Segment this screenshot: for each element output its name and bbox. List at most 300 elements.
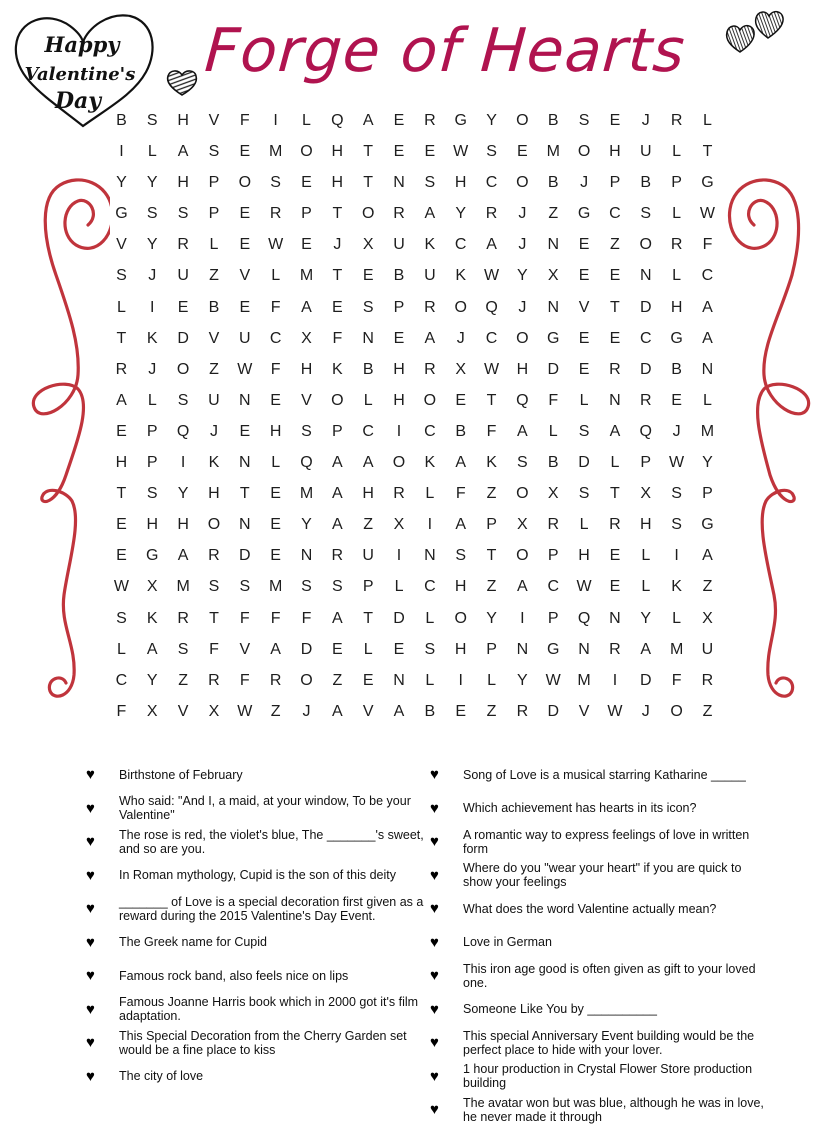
grid-cell[interactable]: W: [669, 454, 685, 472]
grid-cell[interactable]: W: [699, 205, 715, 223]
grid-cell[interactable]: V: [578, 702, 590, 720]
grid-cell[interactable]: C: [454, 236, 467, 254]
grid-cell[interactable]: Q: [577, 609, 591, 627]
grid-cell[interactable]: B: [424, 702, 436, 720]
grid-cell[interactable]: X: [301, 329, 312, 347]
grid-cell[interactable]: E: [517, 143, 528, 161]
grid-cell[interactable]: F: [301, 609, 312, 627]
grid-cell[interactable]: X: [455, 360, 467, 378]
grid-cell[interactable]: E: [239, 205, 251, 223]
grid-cell[interactable]: B: [455, 422, 467, 440]
grid-cell[interactable]: O: [300, 143, 313, 161]
grid-cell[interactable]: C: [485, 174, 498, 192]
grid-cell[interactable]: E: [609, 112, 621, 129]
grid-cell[interactable]: Q: [331, 112, 344, 129]
grid-cell[interactable]: B: [208, 298, 220, 316]
grid-cell[interactable]: L: [116, 640, 126, 658]
grid-cell[interactable]: O: [392, 454, 406, 472]
grid-cell[interactable]: Y: [301, 516, 312, 534]
grid-cell[interactable]: M: [669, 640, 684, 658]
grid-cell[interactable]: M: [299, 485, 314, 503]
grid-cell[interactable]: B: [547, 112, 559, 129]
grid-cell[interactable]: M: [700, 422, 715, 440]
grid-cell[interactable]: S: [578, 422, 590, 440]
grid-cell[interactable]: M: [268, 143, 283, 161]
grid-cell[interactable]: S: [116, 609, 127, 627]
grid-cell[interactable]: I: [427, 516, 433, 534]
grid-cell[interactable]: X: [547, 485, 559, 503]
grid-cell[interactable]: G: [670, 329, 683, 347]
grid-cell[interactable]: N: [239, 454, 251, 472]
grid-cell[interactable]: T: [486, 547, 497, 565]
grid-cell[interactable]: A: [393, 702, 405, 720]
grid-cell[interactable]: R: [208, 547, 220, 565]
grid-cell[interactable]: A: [146, 640, 158, 658]
grid-cell[interactable]: R: [177, 609, 189, 627]
grid-cell[interactable]: U: [208, 391, 220, 409]
grid-cell[interactable]: R: [424, 298, 436, 316]
grid-cell[interactable]: R: [516, 702, 529, 720]
grid-cell[interactable]: D: [578, 454, 590, 472]
grid-cell[interactable]: Z: [178, 671, 188, 689]
grid-cell[interactable]: X: [146, 702, 158, 720]
grid-cell[interactable]: T: [363, 609, 374, 627]
grid-cell[interactable]: L: [363, 640, 373, 658]
grid-cell[interactable]: Y: [146, 174, 158, 192]
grid-cell[interactable]: C: [639, 329, 652, 347]
grid-cell[interactable]: K: [424, 454, 436, 472]
grid-cell[interactable]: R: [424, 360, 436, 378]
grid-cell[interactable]: H: [300, 360, 313, 378]
grid-cell[interactable]: A: [702, 547, 713, 565]
grid-cell[interactable]: U: [701, 640, 714, 658]
grid-cell[interactable]: P: [208, 174, 220, 192]
grid-cell[interactable]: E: [239, 422, 251, 440]
grid-cell[interactable]: Z: [486, 702, 497, 720]
grid-cell[interactable]: A: [424, 205, 436, 223]
grid-cell[interactable]: L: [672, 143, 682, 161]
grid-cell[interactable]: N: [639, 267, 652, 285]
grid-cell[interactable]: L: [703, 391, 712, 409]
grid-cell[interactable]: O: [516, 547, 529, 565]
grid-cell[interactable]: N: [362, 329, 374, 347]
grid-cell[interactable]: S: [455, 547, 467, 565]
grid-cell[interactable]: C: [701, 267, 714, 285]
grid-cell[interactable]: E: [393, 143, 405, 161]
grid-cell[interactable]: B: [547, 174, 559, 192]
grid-cell[interactable]: P: [547, 547, 559, 565]
grid-cell[interactable]: E: [331, 298, 343, 316]
grid-cell[interactable]: D: [300, 640, 313, 658]
grid-cell[interactable]: X: [393, 516, 405, 534]
grid-cell[interactable]: R: [331, 547, 344, 565]
grid-cell[interactable]: E: [362, 267, 374, 285]
grid-cell[interactable]: F: [209, 640, 219, 658]
grid-cell[interactable]: S: [424, 174, 436, 192]
grid-cell[interactable]: K: [208, 454, 220, 472]
grid-cell[interactable]: N: [516, 640, 529, 658]
grid-cell[interactable]: F: [671, 671, 682, 689]
grid-cell[interactable]: J: [148, 267, 157, 285]
grid-cell[interactable]: T: [332, 267, 343, 285]
grid-cell[interactable]: B: [116, 112, 127, 129]
grid-cell[interactable]: N: [578, 640, 590, 658]
grid-cell[interactable]: M: [176, 578, 190, 596]
grid-cell[interactable]: W: [237, 360, 253, 378]
grid-cell[interactable]: H: [331, 143, 344, 161]
grid-cell[interactable]: R: [609, 640, 621, 658]
grid-cell[interactable]: P: [331, 422, 343, 440]
grid-cell[interactable]: H: [208, 485, 220, 503]
grid-cell[interactable]: Y: [517, 671, 528, 689]
grid-cell[interactable]: H: [670, 298, 683, 316]
grid-cell[interactable]: O: [207, 516, 221, 534]
grid-cell[interactable]: Y: [146, 236, 158, 254]
grid-cell[interactable]: F: [486, 422, 497, 440]
grid-cell[interactable]: W: [607, 702, 623, 720]
grid-cell[interactable]: E: [270, 391, 281, 409]
grid-cell[interactable]: A: [362, 112, 374, 129]
grid-cell[interactable]: I: [119, 143, 124, 161]
grid-cell[interactable]: T: [610, 298, 620, 316]
grid-cell[interactable]: H: [393, 391, 405, 409]
grid-cell[interactable]: C: [424, 578, 436, 596]
grid-cell[interactable]: S: [177, 391, 189, 409]
grid-cell[interactable]: Z: [486, 578, 497, 596]
grid-cell[interactable]: R: [177, 236, 189, 254]
grid-cell[interactable]: N: [609, 609, 621, 627]
grid-cell[interactable]: N: [393, 174, 405, 192]
grid-cell[interactable]: D: [177, 329, 189, 347]
grid-cell[interactable]: E: [239, 143, 251, 161]
grid-cell[interactable]: H: [177, 516, 189, 534]
grid-cell[interactable]: J: [580, 174, 589, 192]
grid-cell[interactable]: T: [116, 485, 127, 503]
grid-cell[interactable]: J: [456, 329, 465, 347]
grid-cell[interactable]: Q: [485, 298, 498, 316]
grid-cell[interactable]: A: [116, 391, 127, 409]
grid-cell[interactable]: P: [486, 640, 497, 658]
grid-cell[interactable]: S: [578, 485, 590, 503]
grid-cell[interactable]: O: [454, 609, 467, 627]
grid-cell[interactable]: E: [270, 485, 281, 503]
grid-cell[interactable]: H: [454, 640, 467, 658]
grid-cell[interactable]: E: [362, 671, 374, 689]
grid-cell[interactable]: I: [396, 547, 402, 565]
grid-cell[interactable]: F: [455, 485, 466, 503]
grid-cell[interactable]: G: [115, 205, 128, 223]
grid-cell[interactable]: H: [393, 360, 405, 378]
grid-cell[interactable]: H: [146, 516, 159, 534]
grid-cell[interactable]: H: [362, 485, 374, 503]
grid-cell[interactable]: R: [639, 391, 652, 409]
grid-cell[interactable]: J: [672, 422, 681, 440]
grid-cell[interactable]: E: [609, 267, 621, 285]
grid-cell[interactable]: T: [332, 205, 343, 223]
grid-cell[interactable]: S: [177, 205, 189, 223]
grid-cell[interactable]: G: [547, 640, 560, 658]
grid-cell[interactable]: W: [453, 143, 469, 161]
grid-cell[interactable]: D: [547, 360, 560, 378]
grid-cell[interactable]: R: [424, 112, 436, 129]
grid-cell[interactable]: E: [578, 236, 590, 254]
grid-cell[interactable]: X: [517, 516, 528, 534]
grid-cell[interactable]: E: [116, 516, 127, 534]
grid-cell[interactable]: E: [578, 329, 590, 347]
grid-cell[interactable]: S: [208, 143, 220, 161]
grid-cell[interactable]: C: [115, 671, 128, 689]
word-search-grid[interactable]: [106, 108, 723, 730]
grid-cell[interactable]: E: [578, 267, 590, 285]
grid-cell[interactable]: P: [547, 609, 559, 627]
grid-cell[interactable]: X: [146, 578, 158, 596]
grid-cell[interactable]: C: [485, 329, 498, 347]
grid-cell[interactable]: N: [547, 298, 560, 316]
grid-cell[interactable]: I: [273, 112, 278, 129]
grid-cell[interactable]: D: [639, 671, 652, 689]
grid-cell[interactable]: E: [239, 236, 251, 254]
grid-cell[interactable]: G: [146, 547, 159, 565]
grid-cell[interactable]: P: [393, 298, 405, 316]
grid-cell[interactable]: N: [424, 547, 436, 565]
grid-cell[interactable]: L: [579, 391, 589, 409]
grid-cell[interactable]: R: [393, 205, 405, 223]
grid-cell[interactable]: S: [239, 578, 251, 596]
grid-cell[interactable]: Q: [176, 422, 190, 440]
grid-cell[interactable]: A: [331, 702, 343, 720]
grid-cell[interactable]: Z: [270, 702, 281, 720]
grid-cell[interactable]: Z: [209, 360, 219, 378]
grid-cell[interactable]: B: [671, 360, 682, 378]
grid-cell[interactable]: L: [271, 267, 281, 285]
grid-cell[interactable]: A: [702, 298, 713, 316]
grid-cell[interactable]: U: [362, 547, 374, 565]
grid-cell[interactable]: O: [670, 702, 683, 720]
grid-cell[interactable]: T: [363, 174, 374, 192]
grid-cell[interactable]: N: [393, 671, 405, 689]
grid-cell[interactable]: A: [331, 454, 343, 472]
grid-cell[interactable]: E: [270, 547, 281, 565]
grid-cell[interactable]: F: [270, 298, 281, 316]
grid-cell[interactable]: F: [270, 360, 281, 378]
grid-cell[interactable]: G: [701, 174, 714, 192]
grid-cell[interactable]: E: [393, 112, 405, 129]
grid-cell[interactable]: K: [671, 578, 682, 596]
grid-cell[interactable]: Y: [486, 609, 497, 627]
grid-cell[interactable]: A: [486, 236, 497, 254]
grid-cell[interactable]: Y: [455, 205, 467, 223]
grid-cell[interactable]: S: [146, 485, 158, 503]
grid-cell[interactable]: N: [239, 391, 251, 409]
grid-cell[interactable]: R: [670, 236, 683, 254]
grid-cell[interactable]: W: [268, 236, 284, 254]
grid-cell[interactable]: P: [640, 454, 652, 472]
grid-cell[interactable]: K: [331, 360, 343, 378]
grid-cell[interactable]: O: [516, 329, 529, 347]
grid-cell[interactable]: J: [148, 360, 157, 378]
grid-cell[interactable]: E: [578, 360, 590, 378]
grid-cell[interactable]: R: [609, 516, 621, 534]
grid-cell[interactable]: H: [331, 174, 344, 192]
grid-cell[interactable]: J: [518, 236, 527, 254]
grid-cell[interactable]: U: [393, 236, 405, 254]
grid-cell[interactable]: A: [331, 609, 343, 627]
grid-cell[interactable]: E: [455, 702, 467, 720]
grid-cell[interactable]: M: [577, 671, 591, 689]
grid-cell[interactable]: D: [639, 298, 652, 316]
grid-cell[interactable]: T: [209, 609, 219, 627]
grid-cell[interactable]: Q: [639, 422, 652, 440]
grid-cell[interactable]: P: [609, 174, 621, 192]
grid-cell[interactable]: O: [238, 174, 252, 192]
grid-cell[interactable]: A: [331, 485, 343, 503]
grid-cell[interactable]: I: [520, 609, 525, 627]
grid-cell[interactable]: U: [177, 267, 189, 285]
grid-cell[interactable]: A: [640, 640, 652, 658]
grid-cell[interactable]: A: [455, 516, 467, 534]
grid-cell[interactable]: E: [609, 547, 621, 565]
grid-cell[interactable]: S: [362, 298, 374, 316]
grid-cell[interactable]: W: [545, 671, 561, 689]
grid-cell[interactable]: F: [116, 702, 127, 720]
grid-cell[interactable]: I: [150, 298, 155, 316]
grid-cell[interactable]: L: [610, 454, 620, 472]
grid-cell[interactable]: X: [547, 267, 559, 285]
grid-cell[interactable]: C: [269, 329, 282, 347]
grid-cell[interactable]: N: [300, 547, 313, 565]
grid-cell[interactable]: W: [113, 578, 129, 596]
grid-cell[interactable]: D: [239, 547, 251, 565]
grid-cell[interactable]: L: [425, 671, 435, 689]
grid-cell[interactable]: L: [363, 391, 373, 409]
grid-cell[interactable]: Y: [486, 112, 497, 129]
grid-cell[interactable]: V: [208, 112, 220, 129]
grid-cell[interactable]: Y: [702, 454, 713, 472]
grid-cell[interactable]: O: [331, 391, 344, 409]
grid-cell[interactable]: E: [177, 298, 189, 316]
grid-cell[interactable]: O: [423, 391, 437, 409]
grid-cell[interactable]: A: [517, 578, 528, 596]
grid-cell[interactable]: L: [672, 205, 682, 223]
grid-cell[interactable]: W: [576, 578, 592, 596]
grid-cell[interactable]: E: [609, 329, 621, 347]
grid-cell[interactable]: O: [454, 298, 467, 316]
grid-cell[interactable]: P: [301, 205, 312, 223]
grid-cell[interactable]: S: [671, 485, 682, 503]
grid-cell[interactable]: E: [116, 422, 127, 440]
grid-cell[interactable]: P: [486, 516, 497, 534]
grid-cell[interactable]: X: [702, 609, 713, 627]
grid-cell[interactable]: L: [672, 609, 682, 627]
grid-cell[interactable]: K: [424, 236, 436, 254]
grid-cell[interactable]: J: [333, 236, 342, 254]
grid-cell[interactable]: E: [671, 391, 682, 409]
grid-cell[interactable]: J: [518, 205, 527, 223]
grid-cell[interactable]: R: [269, 671, 282, 689]
grid-cell[interactable]: H: [454, 578, 467, 596]
grid-cell[interactable]: A: [301, 298, 312, 316]
grid-cell[interactable]: L: [302, 112, 311, 129]
grid-cell[interactable]: V: [116, 236, 127, 254]
grid-cell[interactable]: S: [177, 640, 189, 658]
grid-cell[interactable]: E: [116, 547, 127, 565]
grid-cell[interactable]: W: [237, 702, 253, 720]
grid-cell[interactable]: S: [578, 112, 590, 129]
grid-cell[interactable]: S: [301, 422, 312, 440]
grid-cell[interactable]: D: [393, 609, 405, 627]
grid-cell[interactable]: H: [578, 547, 590, 565]
grid-cell[interactable]: A: [362, 454, 374, 472]
grid-cell[interactable]: Y: [640, 609, 652, 627]
grid-cell[interactable]: T: [610, 485, 620, 503]
grid-cell[interactable]: F: [239, 609, 250, 627]
grid-cell[interactable]: X: [362, 236, 374, 254]
grid-cell[interactable]: X: [208, 702, 220, 720]
grid-cell[interactable]: S: [424, 640, 436, 658]
grid-cell[interactable]: A: [455, 454, 467, 472]
grid-cell[interactable]: R: [609, 360, 621, 378]
grid-cell[interactable]: Z: [332, 671, 343, 689]
grid-cell[interactable]: Z: [702, 702, 713, 720]
grid-cell[interactable]: H: [454, 174, 467, 192]
grid-cell[interactable]: C: [609, 205, 621, 223]
grid-cell[interactable]: R: [485, 205, 498, 223]
grid-cell[interactable]: A: [331, 516, 343, 534]
grid-cell[interactable]: S: [671, 516, 682, 534]
grid-cell[interactable]: L: [271, 454, 281, 472]
grid-cell[interactable]: O: [577, 143, 591, 161]
grid-cell[interactable]: S: [331, 578, 343, 596]
grid-cell[interactable]: O: [516, 112, 529, 129]
grid-cell[interactable]: L: [548, 422, 558, 440]
grid-cell[interactable]: H: [639, 516, 652, 534]
grid-cell[interactable]: L: [147, 391, 157, 409]
grid-cell[interactable]: E: [393, 329, 405, 347]
grid-cell[interactable]: F: [239, 671, 250, 689]
grid-cell[interactable]: W: [483, 360, 500, 378]
grid-cell[interactable]: Z: [702, 578, 713, 596]
grid-cell[interactable]: F: [270, 609, 281, 627]
grid-cell[interactable]: S: [270, 174, 281, 192]
grid-cell[interactable]: Z: [209, 267, 219, 285]
grid-cell[interactable]: B: [362, 360, 374, 378]
grid-cell[interactable]: I: [612, 671, 618, 689]
grid-cell[interactable]: N: [609, 391, 621, 409]
grid-cell[interactable]: T: [239, 485, 250, 503]
grid-cell[interactable]: D: [639, 360, 652, 378]
grid-cell[interactable]: Z: [610, 236, 620, 254]
grid-cell[interactable]: T: [702, 143, 713, 161]
grid-cell[interactable]: S: [640, 205, 652, 223]
grid-cell[interactable]: E: [239, 298, 251, 316]
grid-cell[interactable]: S: [517, 454, 528, 472]
grid-cell[interactable]: D: [547, 702, 560, 720]
grid-cell[interactable]: Z: [548, 205, 559, 223]
grid-cell[interactable]: R: [670, 112, 683, 129]
grid-cell[interactable]: L: [209, 236, 219, 254]
grid-cell[interactable]: A: [702, 329, 713, 347]
grid-cell[interactable]: F: [332, 329, 343, 347]
grid-cell[interactable]: K: [146, 329, 158, 347]
grid-cell[interactable]: R: [208, 671, 220, 689]
grid-cell[interactable]: S: [116, 267, 127, 285]
grid-cell[interactable]: V: [239, 267, 251, 285]
grid-cell[interactable]: E: [424, 143, 436, 161]
grid-cell[interactable]: E: [301, 236, 312, 254]
grid-cell[interactable]: P: [208, 205, 220, 223]
grid-cell[interactable]: Y: [146, 671, 158, 689]
grid-cell[interactable]: I: [180, 454, 186, 472]
